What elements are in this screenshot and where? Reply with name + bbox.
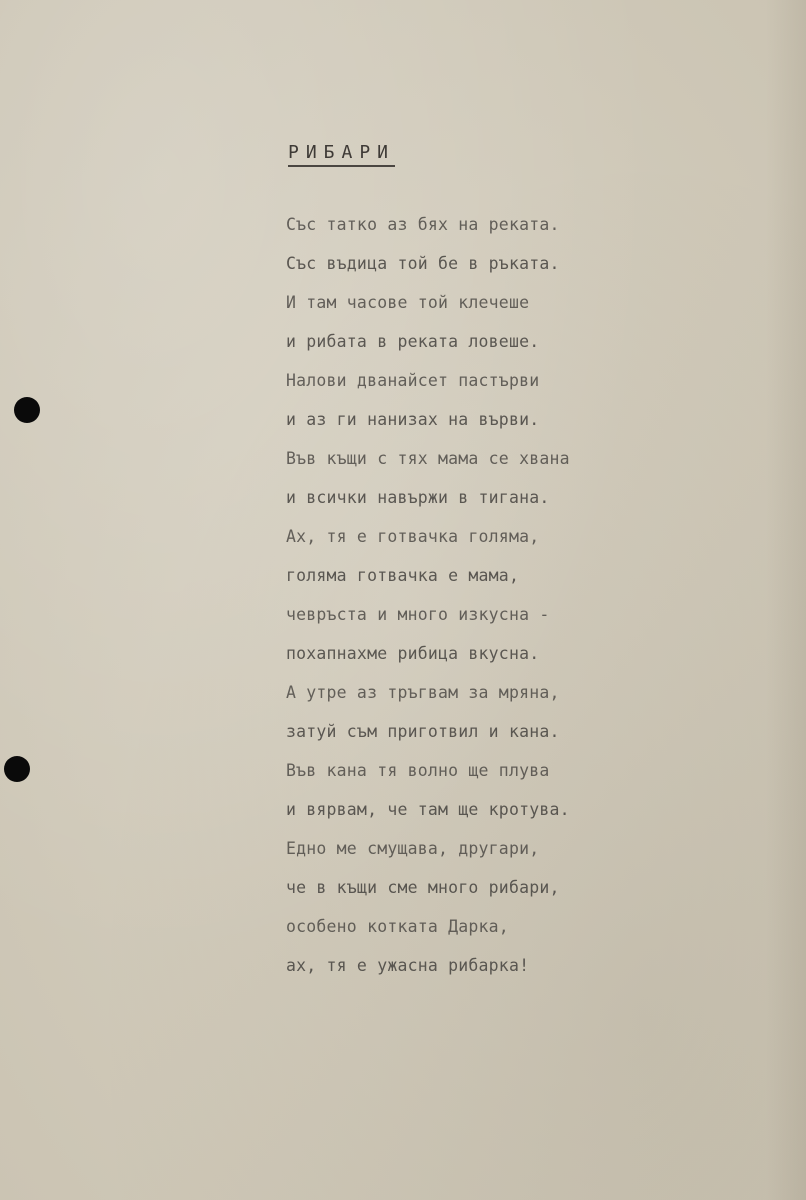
poem-line: и рибата в реката ловеше.: [286, 332, 540, 351]
punch-hole: [4, 756, 30, 782]
poem-title: РИБАРИ: [288, 142, 395, 167]
poem-line: и всички навържи в тигана.: [286, 488, 550, 507]
poem-line: и вярвам, че там ще кротува.: [286, 800, 570, 819]
poem-line: Със татко аз бях на реката.: [286, 215, 560, 234]
poem-line: чевръста и много изкусна -: [286, 605, 550, 624]
poem-line: Ах, тя е готвачка голяма,: [286, 527, 540, 546]
poem-line: ах, тя е ужасна рибарка!: [286, 956, 530, 975]
poem-line: А утре аз тръгвам за мряна,: [286, 683, 560, 702]
poem-line: Едно ме смущава, другари,: [286, 839, 540, 858]
poem-line: Във кана тя волно ще плува: [286, 761, 550, 780]
punch-hole: [14, 397, 40, 423]
poem-line: че в къщи сме много рибари,: [286, 878, 560, 897]
poem-line: Със въдица той бе в ръката.: [286, 254, 560, 273]
poem-line: Във къщи с тях мама се хвана: [286, 449, 570, 468]
poem-text: [286, 210, 786, 990]
poem-line: и аз ги нанизах на върви.: [286, 410, 540, 429]
poem-line: И там часове той клечеше: [286, 293, 530, 312]
poem-line: затуй съм приготвил и кана.: [286, 722, 560, 741]
poem-line: Налови дванайсет пастърви: [286, 371, 540, 390]
poem-line: похапнахме рибица вкусна.: [286, 644, 540, 663]
poem-line: особено котката Дарка,: [286, 917, 509, 936]
poem-line: голяма готвачка е мама,: [286, 566, 520, 585]
